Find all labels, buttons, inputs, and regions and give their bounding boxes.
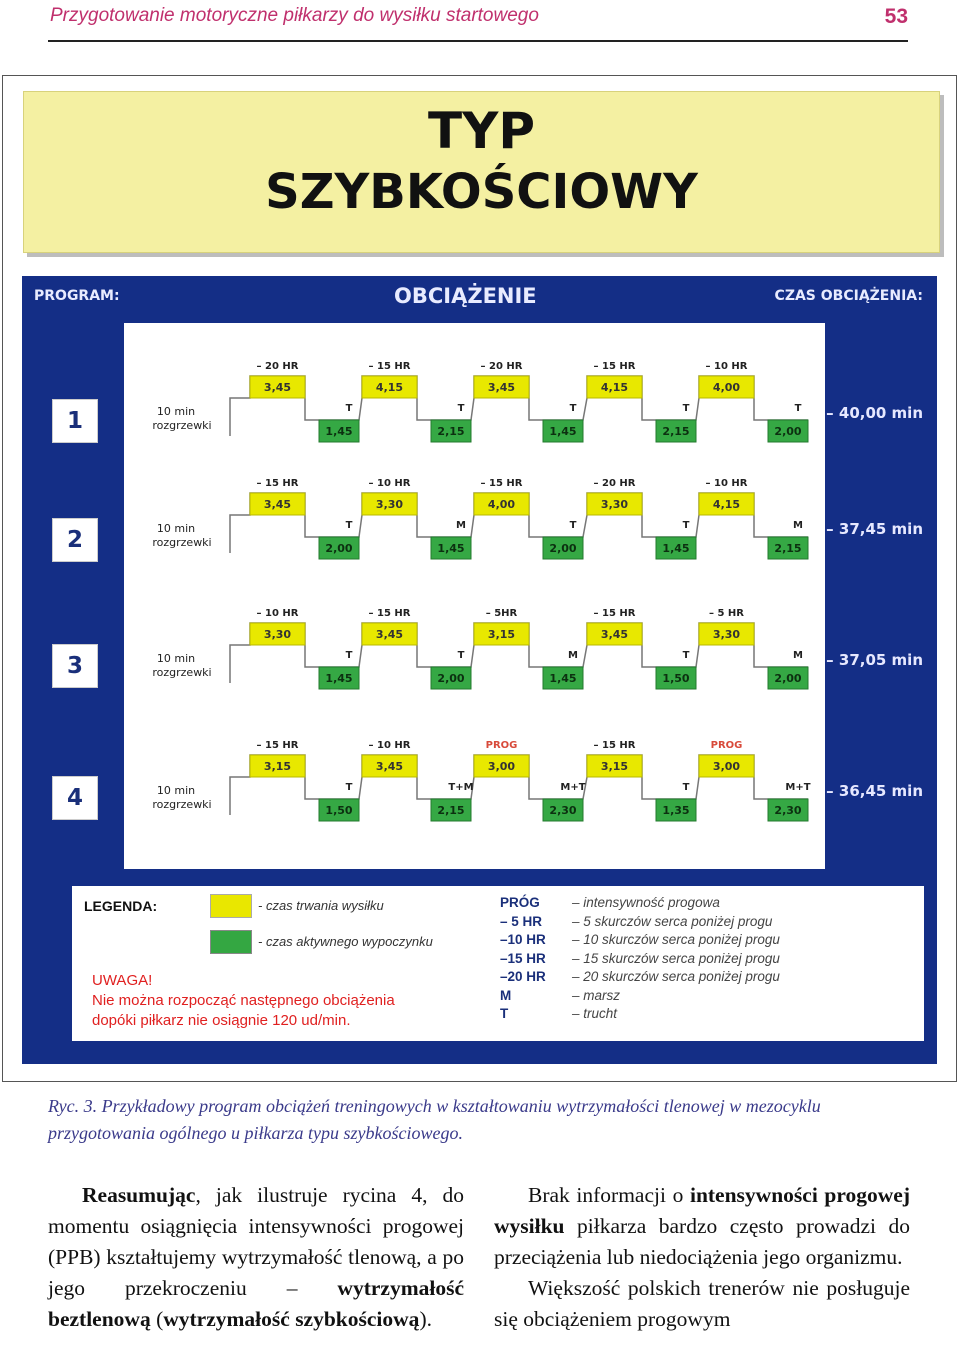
- work-duration: 3,15: [263, 760, 292, 773]
- type-title-line-1: TYP: [428, 102, 535, 160]
- program-time-4: – 36,45 min: [826, 782, 923, 800]
- load-schedule-diagram: [124, 323, 825, 869]
- rest-duration: 2,30: [774, 804, 802, 817]
- left-term-1: Reasumując: [82, 1183, 196, 1207]
- rest-type-label: T: [457, 650, 465, 661]
- load-schedule-area: [124, 323, 825, 869]
- program-number-2: 2: [52, 518, 98, 562]
- work-duration: 3,00: [487, 760, 516, 773]
- running-header-title: Przygotowanie motoryczne piłkarzy do wysiłku startowego: [50, 5, 539, 26]
- right-text-1: Brak informacji o: [528, 1183, 690, 1207]
- abbreviation-meaning: – 10 skurczów serca poniżej progu: [572, 932, 780, 947]
- legend-title: LEGENDA:: [84, 898, 158, 914]
- rest-type-label: T: [345, 520, 353, 531]
- rest-type-label: T: [569, 403, 577, 414]
- rest-duration: 1,50: [325, 804, 353, 817]
- figure-caption: Ryc. 3. Przykładowy program obciążeń treningowych w kształtowaniu wytrzymałości tlenowej w mezocyklu przygotowania ogólnego u piłkarza typu szybkościowego.: [48, 1096, 821, 1143]
- abbreviation-meaning: – 20 skurczów serca poniżej progu: [572, 969, 780, 984]
- warmup-label: 10 min: [156, 784, 196, 797]
- abbreviation-meaning: – marsz: [572, 987, 621, 1003]
- heart-rate-label: – 15 HR: [593, 361, 636, 372]
- abbreviation-key: T: [500, 1006, 509, 1021]
- work-duration: 3,15: [487, 628, 516, 641]
- rest-duration: 2,00: [549, 542, 577, 555]
- body-text-left: [48, 1180, 464, 1335]
- rest-type-label: M: [793, 520, 803, 531]
- rest-duration: 2,00: [774, 425, 802, 438]
- warmup-label: 10 min: [156, 405, 196, 418]
- abbreviation-key: – 5 HR: [500, 913, 543, 929]
- work-duration: 4,15: [712, 498, 741, 511]
- rest-type-label: T: [682, 520, 690, 531]
- warning-line-1: Nie można rozpocząć następnego obciążenia: [92, 992, 395, 1009]
- work-duration: 3,15: [600, 760, 629, 773]
- abbreviation-key: –15 HR: [500, 950, 546, 966]
- work-duration: 3,45: [375, 760, 404, 773]
- left-term-2: wytrzymałość beztlenową: [48, 1276, 464, 1331]
- rest-duration: 2,15: [774, 542, 802, 555]
- abbreviation-key: –20 HR: [500, 969, 546, 984]
- heart-rate-label: – 20 HR: [256, 361, 299, 372]
- work-duration: 4,00: [712, 381, 741, 394]
- warmup-label: rozgrzewki: [152, 536, 212, 549]
- work-duration: 3,30: [263, 628, 292, 641]
- program-number-3: 3: [52, 644, 98, 688]
- warning-title: UWAGA!: [92, 972, 153, 989]
- left-term-3: wytrzymałość szybkościową: [163, 1307, 420, 1331]
- legend-work-swatch: [210, 894, 252, 918]
- rest-type-label: T+M: [448, 782, 474, 793]
- legend-work-label: - czas trwania wysiłku: [258, 898, 384, 913]
- rest-type-label: T: [569, 520, 577, 531]
- heart-rate-label: – 15 HR: [368, 608, 411, 619]
- rest-duration: 1,50: [662, 672, 690, 685]
- heart-rate-label: – 15 HR: [593, 608, 636, 619]
- heart-rate-label: – 20 HR: [480, 361, 523, 372]
- page-number: 53: [884, 5, 908, 28]
- warning-note: [92, 971, 395, 1031]
- rest-duration: 1,45: [325, 425, 353, 438]
- rest-duration: 2,00: [437, 672, 465, 685]
- rest-type-label: M: [568, 650, 578, 661]
- work-duration: 3,45: [600, 628, 629, 641]
- warmup-label: rozgrzewki: [152, 798, 212, 811]
- rest-duration: 1,45: [325, 672, 353, 685]
- heart-rate-label: – 10 HR: [705, 478, 748, 489]
- rest-type-label: T: [682, 650, 690, 661]
- work-duration: 3,45: [375, 628, 404, 641]
- rest-duration: 2,30: [549, 804, 577, 817]
- legend-box: [72, 886, 924, 1041]
- heart-rate-label: PROG: [710, 740, 743, 751]
- abbreviation-meaning: – 5 skurczów serca poniżej progu: [572, 913, 773, 929]
- rest-type-label: T: [682, 403, 690, 414]
- right-text-2: piłkarza bardzo często prowadzi do przeciążenia lub niedociążenia jego organizmu.: [494, 1214, 910, 1269]
- work-duration: 4,15: [600, 381, 629, 394]
- program-time-1: – 40,00 min: [826, 404, 923, 422]
- rest-duration: 1,45: [549, 672, 577, 685]
- program-number-1: 1: [52, 399, 98, 443]
- work-duration: 3,45: [263, 498, 292, 511]
- right-term-1: intensywności progowej wysiłku: [494, 1183, 911, 1238]
- program-time-3: – 37,05 min: [826, 651, 923, 669]
- heart-rate-label: – 15 HR: [256, 740, 299, 751]
- heart-rate-label: – 15 HR: [593, 740, 636, 751]
- legend-rest-label: - czas aktywnego wypoczynku: [258, 934, 433, 949]
- warmup-label: 10 min: [156, 652, 196, 665]
- heart-rate-label: – 10 HR: [368, 478, 411, 489]
- abbreviation-key: –10 HR: [500, 932, 546, 947]
- rest-duration: 2,00: [774, 672, 802, 685]
- left-text-2: (: [150, 1307, 164, 1331]
- heart-rate-label: – 10 HR: [368, 740, 411, 751]
- work-duration: 3,30: [712, 628, 741, 641]
- left-text-1: , jak ilustruje rycina 4, do momentu osiągnięcia intensywności progowej (PPB) kształtujemy wytrzymałość tlenową, a po jego przekroczeniu –: [48, 1183, 464, 1300]
- abbreviation-meaning: – trucht: [572, 1006, 618, 1021]
- rest-duration: 1,45: [662, 542, 690, 555]
- work-duration: 3,45: [487, 381, 516, 394]
- warmup-label: rozgrzewki: [152, 419, 212, 432]
- heart-rate-label: – 10 HR: [256, 608, 299, 619]
- warmup-label: rozgrzewki: [152, 666, 212, 679]
- program-panel: [22, 276, 937, 1064]
- rest-type-label: M+T: [560, 782, 586, 793]
- warmup-label: 10 min: [156, 522, 196, 535]
- warning-line-2: dopóki piłkarz nie osiągnie 120 ud/min.: [92, 1012, 351, 1029]
- left-text-3: ).: [419, 1307, 432, 1331]
- work-duration: 4,15: [375, 381, 404, 394]
- right-text-3: Większość polskich trenerów nie posługuje się obciążeniem progowym: [494, 1276, 910, 1331]
- type-title-box: [23, 91, 940, 253]
- heart-rate-label: – 15 HR: [256, 478, 299, 489]
- heart-rate-label: – 10 HR: [705, 361, 748, 372]
- work-duration: 3,30: [375, 498, 404, 511]
- rest-duration: 2,15: [437, 804, 465, 817]
- rest-type-label: M: [456, 520, 466, 531]
- rest-type-label: M+T: [785, 782, 811, 793]
- rest-duration: 1,35: [662, 804, 690, 817]
- heart-rate-label: PROG: [485, 740, 518, 751]
- work-duration: 3,45: [263, 381, 292, 394]
- rest-duration: 2,15: [437, 425, 465, 438]
- work-duration: 3,30: [600, 498, 629, 511]
- rest-duration: 2,00: [325, 542, 353, 555]
- rest-duration: 1,45: [437, 542, 465, 555]
- heart-rate-label: – 15 HR: [480, 478, 523, 489]
- work-duration: 4,00: [487, 498, 516, 511]
- program-time-2: – 37,45 min: [826, 520, 923, 538]
- rest-duration: 1,45: [549, 425, 577, 438]
- load-column-header: OBCIĄŻENIE: [394, 284, 537, 308]
- heart-rate-label: – 5 HR: [709, 608, 744, 619]
- heart-rate-label: – 5HR: [485, 608, 518, 619]
- rest-type-label: T: [345, 403, 353, 414]
- heart-rate-label: – 15 HR: [368, 361, 411, 372]
- heart-rate-label: – 20 HR: [593, 478, 636, 489]
- rest-type-label: T: [794, 403, 802, 414]
- rest-type-label: T: [345, 782, 353, 793]
- program-column-header: PROGRAM:: [34, 288, 120, 304]
- legend-rest-swatch: [210, 930, 252, 954]
- work-duration: 3,00: [712, 760, 741, 773]
- time-column-header: CZAS OBCIĄŻENIA:: [774, 288, 923, 304]
- rest-type-label: T: [682, 782, 690, 793]
- body-text-right: [494, 1180, 910, 1335]
- rest-type-label: T: [457, 403, 465, 414]
- abbreviation-key: PRÓG: [500, 895, 540, 910]
- program-number-4: 4: [52, 776, 98, 820]
- type-title-line-2: SZYBKOŚCIOWY: [265, 164, 698, 220]
- rest-duration: 2,15: [662, 425, 690, 438]
- abbreviation-meaning: – intensywność progowa: [572, 895, 720, 910]
- header-rule: [48, 40, 908, 42]
- rest-type-label: M: [793, 650, 803, 661]
- abbreviation-meaning: – 15 skurczów serca poniżej progu: [572, 950, 780, 966]
- rest-type-label: T: [345, 650, 353, 661]
- abbreviation-key: M: [500, 987, 512, 1003]
